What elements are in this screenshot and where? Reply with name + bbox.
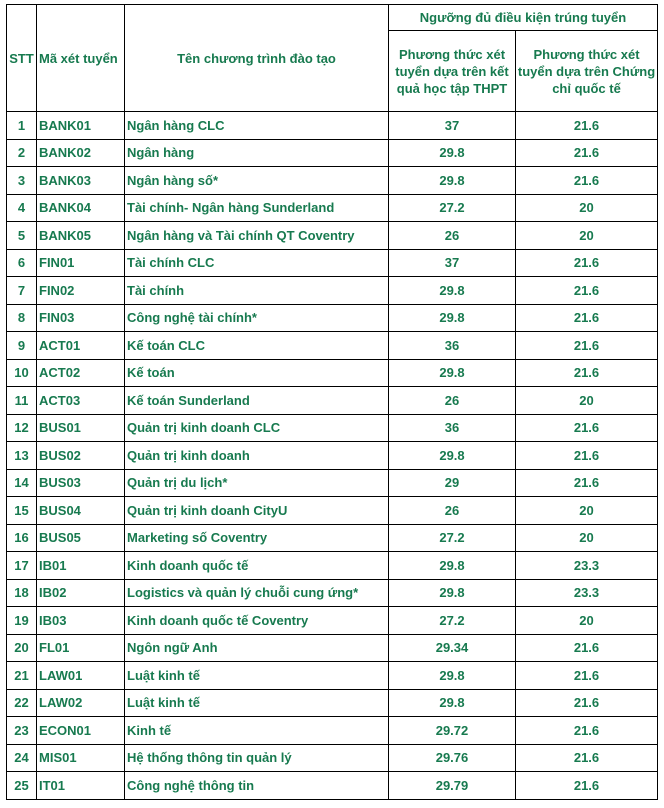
- row-program-name: Tài chính: [125, 277, 389, 305]
- row-program-name: Kế toán CLC: [125, 332, 389, 360]
- row-stt: 13: [7, 442, 37, 470]
- row-score-transcript: 26: [389, 497, 516, 525]
- row-stt: 12: [7, 414, 37, 442]
- row-score-certificate: 21.6: [516, 469, 658, 497]
- row-code: BUS02: [37, 442, 125, 470]
- row-stt: 7: [7, 277, 37, 305]
- row-program-name: Tài chính CLC: [125, 249, 389, 277]
- row-program-name: Ngân hàng số*: [125, 167, 389, 195]
- row-stt: 24: [7, 744, 37, 772]
- header-method-transcript: Phương thức xét tuyển dựa trên kết quả học tập THPT: [389, 31, 516, 112]
- table-row: [7, 304, 658, 332]
- row-score-transcript: 29.79: [389, 772, 516, 800]
- table-row: [7, 414, 658, 442]
- row-program-name: Ngân hàng CLC: [125, 112, 389, 140]
- row-program-name: Tài chính- Ngân hàng Sunderland: [125, 194, 389, 222]
- row-score-transcript: 26: [389, 222, 516, 250]
- table-row: [7, 634, 658, 662]
- row-code: LAW01: [37, 662, 125, 690]
- row-score-transcript: 29.34: [389, 634, 516, 662]
- row-score-transcript: 36: [389, 332, 516, 360]
- row-program-name: Kinh doanh quốc tế: [125, 552, 389, 580]
- row-stt: 3: [7, 167, 37, 195]
- row-code: FIN02: [37, 277, 125, 305]
- row-score-certificate: 21.6: [516, 249, 658, 277]
- row-stt: 5: [7, 222, 37, 250]
- row-score-transcript: 27.2: [389, 524, 516, 552]
- row-stt: 2: [7, 139, 37, 167]
- row-program-name: Công nghệ tài chính*: [125, 304, 389, 332]
- row-score-certificate: 21.6: [516, 112, 658, 140]
- row-score-certificate: 21.6: [516, 689, 658, 717]
- table-body: [7, 112, 658, 800]
- table-row: [7, 249, 658, 277]
- table-row: [7, 744, 658, 772]
- table-row: [7, 332, 658, 360]
- row-code: BUS05: [37, 524, 125, 552]
- row-stt: 18: [7, 579, 37, 607]
- row-code: BANK03: [37, 167, 125, 195]
- row-program-name: Kế toán Sunderland: [125, 387, 389, 415]
- row-stt: 14: [7, 469, 37, 497]
- row-program-name: Kinh tế: [125, 717, 389, 745]
- row-stt: 11: [7, 387, 37, 415]
- row-code: BANK01: [37, 112, 125, 140]
- row-score-certificate: 21.6: [516, 717, 658, 745]
- row-program-name: Quản trị kinh doanh: [125, 442, 389, 470]
- table-row: [7, 552, 658, 580]
- row-score-transcript: 29.8: [389, 552, 516, 580]
- row-score-certificate: 21.6: [516, 634, 658, 662]
- row-program-name: Ngân hàng: [125, 139, 389, 167]
- row-score-certificate: 23.3: [516, 552, 658, 580]
- row-stt: 1: [7, 112, 37, 140]
- row-score-transcript: 29.8: [389, 359, 516, 387]
- row-program-name: Quản trị kinh doanh CityU: [125, 497, 389, 525]
- row-score-transcript: 37: [389, 112, 516, 140]
- row-code: IB03: [37, 607, 125, 635]
- row-stt: 8: [7, 304, 37, 332]
- row-score-certificate: 21.6: [516, 167, 658, 195]
- table-row: [7, 469, 658, 497]
- row-stt: 6: [7, 249, 37, 277]
- row-stt: 9: [7, 332, 37, 360]
- table-row: [7, 139, 658, 167]
- row-code: BUS03: [37, 469, 125, 497]
- row-score-transcript: 36: [389, 414, 516, 442]
- row-program-name: Logistics và quản lý chuỗi cung ứng*: [125, 579, 389, 607]
- row-score-transcript: 29.8: [389, 662, 516, 690]
- row-program-name: Quản trị kinh doanh CLC: [125, 414, 389, 442]
- table-row: [7, 194, 658, 222]
- row-stt: 23: [7, 717, 37, 745]
- row-stt: 10: [7, 359, 37, 387]
- table-row: [7, 689, 658, 717]
- table-row: [7, 524, 658, 552]
- row-score-certificate: 20: [516, 497, 658, 525]
- row-code: FIN03: [37, 304, 125, 332]
- table-row: [7, 717, 658, 745]
- admission-threshold-table: [6, 4, 658, 800]
- row-score-certificate: 20: [516, 524, 658, 552]
- row-score-transcript: 37: [389, 249, 516, 277]
- table-row: [7, 112, 658, 140]
- row-score-certificate: 21.6: [516, 139, 658, 167]
- row-code: BUS04: [37, 497, 125, 525]
- row-stt: 16: [7, 524, 37, 552]
- row-score-transcript: 27.2: [389, 607, 516, 635]
- header-threshold-group: Ngưỡng đủ điều kiện trúng tuyển: [389, 5, 658, 31]
- row-code: BUS01: [37, 414, 125, 442]
- table-row: [7, 772, 658, 800]
- table-row: [7, 579, 658, 607]
- row-stt: 17: [7, 552, 37, 580]
- header-stt: STT: [7, 5, 37, 112]
- row-stt: 19: [7, 607, 37, 635]
- row-score-transcript: 29.76: [389, 744, 516, 772]
- row-score-certificate: 21.6: [516, 332, 658, 360]
- header-program-name: Tên chương trình đào tạo: [125, 5, 389, 112]
- row-score-transcript: 29.8: [389, 442, 516, 470]
- table-header: [7, 5, 658, 112]
- row-score-certificate: 20: [516, 222, 658, 250]
- row-score-certificate: 21.6: [516, 359, 658, 387]
- table-row: [7, 277, 658, 305]
- row-score-transcript: 29.8: [389, 579, 516, 607]
- row-stt: 25: [7, 772, 37, 800]
- row-program-name: Kinh doanh quốc tế Coventry: [125, 607, 389, 635]
- row-score-certificate: 21.6: [516, 442, 658, 470]
- row-score-transcript: 29.72: [389, 717, 516, 745]
- table-row: [7, 359, 658, 387]
- row-score-certificate: 21.6: [516, 772, 658, 800]
- row-program-name: Luật kinh tế: [125, 689, 389, 717]
- row-code: FIN01: [37, 249, 125, 277]
- row-score-transcript: 26: [389, 387, 516, 415]
- table-row: [7, 387, 658, 415]
- table-row: [7, 222, 658, 250]
- row-program-name: Kế toán: [125, 359, 389, 387]
- row-score-certificate: 20: [516, 194, 658, 222]
- row-code: ECON01: [37, 717, 125, 745]
- row-code: ACT03: [37, 387, 125, 415]
- table-row: [7, 442, 658, 470]
- row-score-certificate: 21.6: [516, 662, 658, 690]
- row-code: IB01: [37, 552, 125, 580]
- row-code: IB02: [37, 579, 125, 607]
- row-score-certificate: 20: [516, 607, 658, 635]
- row-score-certificate: 20: [516, 387, 658, 415]
- row-score-transcript: 29.8: [389, 689, 516, 717]
- row-code: BANK05: [37, 222, 125, 250]
- row-score-transcript: 29.8: [389, 167, 516, 195]
- row-program-name: Marketing số Coventry: [125, 524, 389, 552]
- row-stt: 20: [7, 634, 37, 662]
- row-program-name: Ngôn ngữ Anh: [125, 634, 389, 662]
- row-program-name: Luật kinh tế: [125, 662, 389, 690]
- row-code: BANK02: [37, 139, 125, 167]
- row-score-transcript: 29.8: [389, 304, 516, 332]
- row-score-transcript: 29: [389, 469, 516, 497]
- header-code: Mã xét tuyển: [37, 5, 125, 112]
- admission-table-container: [6, 4, 664, 800]
- row-score-certificate: 21.6: [516, 414, 658, 442]
- row-program-name: Ngân hàng và Tài chính QT Coventry: [125, 222, 389, 250]
- row-score-certificate: 23.3: [516, 579, 658, 607]
- row-score-certificate: 21.6: [516, 744, 658, 772]
- header-method-certificate: Phương thức xét tuyển dựa trên Chứng chỉ quốc tế: [516, 31, 658, 112]
- row-score-certificate: 21.6: [516, 304, 658, 332]
- row-code: ACT01: [37, 332, 125, 360]
- row-score-transcript: 29.8: [389, 139, 516, 167]
- row-score-transcript: 29.8: [389, 277, 516, 305]
- row-code: LAW02: [37, 689, 125, 717]
- row-code: BANK04: [37, 194, 125, 222]
- row-stt: 4: [7, 194, 37, 222]
- row-program-name: Công nghệ thông tin: [125, 772, 389, 800]
- row-stt: 22: [7, 689, 37, 717]
- table-row: [7, 662, 658, 690]
- table-row: [7, 167, 658, 195]
- row-code: FL01: [37, 634, 125, 662]
- row-program-name: Hệ thống thông tin quản lý: [125, 744, 389, 772]
- row-stt: 21: [7, 662, 37, 690]
- row-score-transcript: 27.2: [389, 194, 516, 222]
- row-code: ACT02: [37, 359, 125, 387]
- table-row: [7, 497, 658, 525]
- table-row: [7, 607, 658, 635]
- row-stt: 15: [7, 497, 37, 525]
- row-code: MIS01: [37, 744, 125, 772]
- row-code: IT01: [37, 772, 125, 800]
- row-program-name: Quản trị du lịch*: [125, 469, 389, 497]
- row-score-certificate: 21.6: [516, 277, 658, 305]
